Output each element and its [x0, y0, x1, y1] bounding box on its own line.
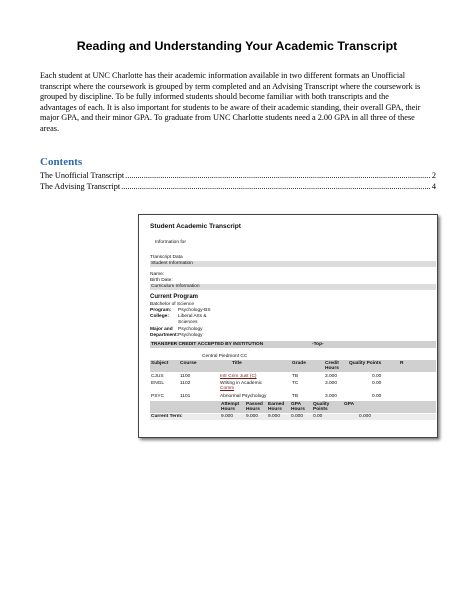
college-value: Liberal Arts & [178, 314, 207, 319]
toc-entry-advising-transcript[interactable] [40, 182, 436, 192]
column-passed-hours-2: Hours [246, 407, 260, 412]
institution-name: Central Piedmont CC [202, 354, 248, 359]
toc-page-number: 2 [431, 171, 436, 180]
course-subject: PSYC [151, 394, 165, 399]
birth-date-label: Birth Date: [150, 278, 173, 283]
current-term-earned-hours: 9.000 [268, 414, 281, 419]
major-row [150, 327, 203, 333]
student-information-label: Student Information [151, 261, 193, 266]
major-value: Psychology [178, 327, 203, 332]
course-title: Abnormal Psychology [220, 394, 267, 399]
current-term-gpa: 0.000 [359, 414, 372, 419]
major-label: Major and [150, 327, 173, 332]
intro-line: advantages of each. It is also important for students to be aware of their academic standing, their overall GPA, their [40, 102, 421, 112]
current-term-label: Current Term: [151, 414, 183, 419]
college-label: College: [150, 314, 169, 319]
column-quality-points: Quality [313, 402, 330, 407]
column-passed-hours: Passed [246, 402, 263, 407]
information-for-label: Information for [155, 240, 186, 245]
course-table-header [150, 360, 436, 372]
column-quality-points-2: Points [313, 407, 328, 412]
course-title-link[interactable]: Comm [220, 386, 235, 391]
college-row [150, 314, 207, 320]
current-term-quality-points: 0.00 [313, 414, 323, 419]
toc-leader-dots [125, 171, 431, 181]
department-value: Psychology [178, 333, 203, 338]
column-r: R [400, 361, 404, 366]
course-credit-hours: 3.000 [325, 381, 338, 386]
course-number: 1100 [180, 374, 191, 379]
toc-label[interactable]: The Advising Transcript [40, 182, 121, 191]
toc-entry-unofficial-transcript[interactable] [40, 171, 436, 181]
current-term-attempt-hours: 9.000 [221, 414, 234, 419]
course-quality-points: 0.00 [372, 381, 382, 386]
totals-header [150, 401, 436, 413]
college-value-continued: Sciences [178, 320, 198, 325]
column-attempt-hours-2: Hours [221, 407, 235, 412]
curriculum-information-bar [150, 284, 436, 290]
program-value: Psychology-BS [178, 308, 211, 313]
table-row [150, 394, 436, 400]
toc-leader-dots [121, 182, 431, 192]
current-term-row [150, 414, 436, 420]
transfer-credit-heading: TRANSFER CREDIT ACCEPTED BY INSTITUTION [151, 342, 264, 347]
course-credit-hours: 3.000 [325, 374, 338, 379]
course-credit-hours: 3.000 [325, 394, 338, 399]
course-number: 1102 [180, 381, 191, 386]
current-term-gpa-hours: 0.000 [291, 414, 304, 419]
current-term-passed-hours: 9.000 [246, 414, 259, 419]
intro-line: areas. [40, 123, 60, 133]
course-quality-points: 0.00 [372, 394, 382, 399]
intro-line: grouped by discipline. To be fully informed students should become familiar with both transcripts and the [40, 92, 389, 102]
column-quality-points: Quality Points [349, 361, 382, 366]
course-subject: CJUS [151, 374, 164, 379]
department-label: Department: [150, 333, 179, 338]
course-grade: TC [292, 381, 299, 386]
table-row [150, 381, 436, 392]
course-quality-points: 0.00 [372, 374, 382, 379]
document-title: Reading and Understanding Your Academic Transcript [76, 39, 398, 53]
course-grade: TB [292, 374, 299, 379]
toc-label[interactable]: The Unofficial Transcript [40, 171, 125, 180]
course-number: 1101 [180, 394, 191, 399]
intro-paragraph [40, 71, 438, 135]
column-credit-hours: Credit [325, 361, 339, 366]
course-grade: TB [292, 394, 299, 399]
table-row [150, 374, 436, 380]
column-earned-hours: Earned [268, 402, 285, 407]
toc-page-number: 4 [431, 182, 436, 191]
column-gpa-hours-2: Hours [291, 407, 305, 412]
course-subject: ENGL [151, 381, 165, 386]
column-gpa-hours: GPA [291, 402, 302, 407]
transcript-data-label: Transcript Data [150, 255, 183, 260]
column-gpa: GPA [344, 402, 355, 407]
transcript-screenshot [138, 214, 438, 438]
intro-line: major GPA, and their minor GPA. To graduate from UNC Charlotte students need a 2.00 GPA in all three of these [40, 113, 415, 123]
column-course: Course [180, 361, 197, 366]
contents-heading: Contents [40, 156, 83, 168]
degree-name: Batchelor of Science [150, 302, 194, 307]
column-title: Title [232, 361, 242, 366]
name-label: Name: [150, 272, 165, 277]
column-attempt-hours: Attempt [221, 402, 240, 407]
column-earned-hours-2: Hours [268, 407, 282, 412]
column-subject: Subject [151, 361, 169, 366]
top-link[interactable]: -Top- [312, 342, 324, 347]
intro-line: transcript where the coursework is grouped by term completed and an Advising Transcript where the coursework is [40, 81, 421, 91]
transcript-title: Student Academic Transcript [150, 223, 241, 230]
transfer-credit-bar [150, 341, 436, 348]
student-information-bar [150, 261, 436, 267]
course-title: Writing in Academic [220, 381, 263, 386]
column-grade: Grade [292, 361, 306, 366]
column-credit-hours-2: Hours [325, 366, 339, 371]
program-label: Program: [150, 308, 172, 313]
current-program-heading: Current Program [150, 294, 199, 300]
intro-line: Each student at UNC Charlotte has their academic information available in two different formats an Unofficial [40, 71, 406, 80]
department-row [150, 333, 203, 339]
curriculum-information-label: Curriculum Information [151, 284, 200, 289]
course-title-link[interactable]: Intr Crim Just (C) [220, 374, 257, 379]
program-row [150, 308, 211, 314]
